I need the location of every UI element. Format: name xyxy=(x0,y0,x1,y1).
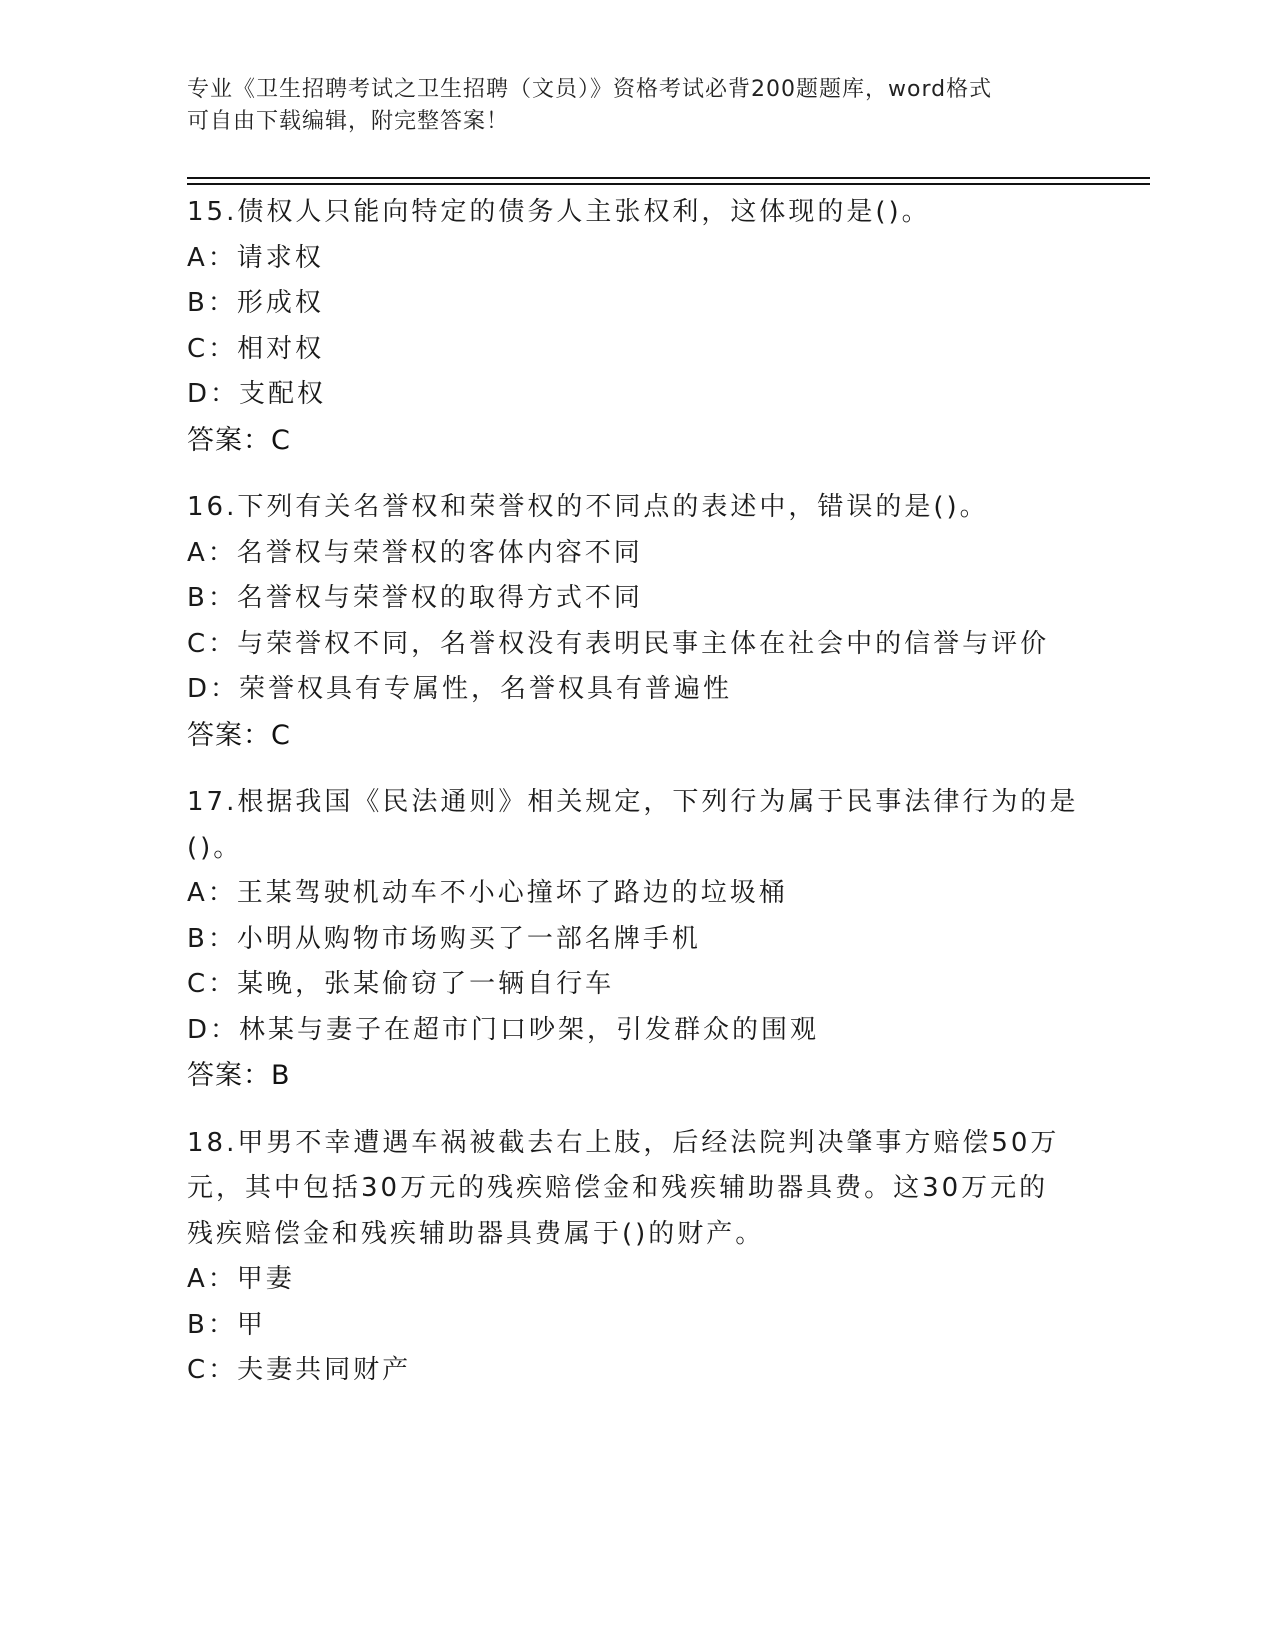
option-a: A：甲妻 xyxy=(187,1264,295,1294)
option-b: B：形成权 xyxy=(187,288,324,318)
header-divider-bottom xyxy=(187,183,1150,185)
question-stem-line3: 残疾赔偿金和残疾辅助器具费属于()的财产。 xyxy=(187,1218,765,1249)
answer: 答案：C xyxy=(187,719,291,751)
option-b: B：小明从购物市场购买了一部名牌手机 xyxy=(187,923,701,954)
option-c: C：相对权 xyxy=(187,333,325,364)
option-a: A：王某驾驶机动车不小心撞坏了路边的垃圾桶 xyxy=(187,878,788,908)
header-title-line1: 专业《卫生招聘考试之卫生招聘（文员）》资格考试必背200题题库，word格式 xyxy=(187,77,993,102)
question-stem-line2: ()。 xyxy=(187,832,243,863)
header-divider-top xyxy=(187,177,1150,179)
question-18 xyxy=(187,1121,1087,1394)
question-17 xyxy=(187,780,1087,1099)
option-c: C：某晚，张某偷窃了一辆自行车 xyxy=(187,969,615,999)
question-stem-line1: 17.根据我国《民法通则》相关规定，下列行为属于民事法律行为的是 xyxy=(187,787,1079,817)
option-d: D：林某与妻子在超市门口吵架，引发群众的围观 xyxy=(187,1014,820,1045)
question-stem-line1: 18.甲男不幸遭遇车祸被截去右上肢，后经法院判决肇事方赔偿50万 xyxy=(187,1127,1060,1158)
question-list xyxy=(187,190,1087,1416)
answer: 答案：B xyxy=(187,1060,291,1091)
option-a: A：请求权 xyxy=(187,242,324,273)
option-b: B：甲 xyxy=(187,1309,266,1340)
document-header xyxy=(187,74,1087,138)
question-stem: 15.债权人只能向特定的债务人主张权利，这体现的是()。 xyxy=(187,197,931,227)
option-a: A：名誉权与荣誉权的客体内容不同 xyxy=(187,537,643,568)
question-stem-line2: 元，其中包括30万元的残疾赔偿金和残疾辅助器具费。这30万元的 xyxy=(187,1173,1049,1203)
option-b: B：名誉权与荣誉权的取得方式不同 xyxy=(187,583,643,613)
option-c: C：夫妻共同财产 xyxy=(187,1355,412,1385)
question-stem: 16.下列有关名誉权和荣誉权的不同点的表述中，错误的是()。 xyxy=(187,492,989,522)
header-title-line2: 可自由下载编辑，附完整答案！ xyxy=(187,109,510,134)
answer: 答案：C xyxy=(187,424,291,456)
option-d: D：荣誉权具有专属性，名誉权具有普遍性 xyxy=(187,674,733,704)
option-c: C：与荣誉权不同，名誉权没有表明民事主体在社会中的信誉与评价 xyxy=(187,628,1050,659)
option-d: D：支配权 xyxy=(187,379,327,409)
question-15 xyxy=(187,190,1087,463)
question-16 xyxy=(187,485,1087,758)
